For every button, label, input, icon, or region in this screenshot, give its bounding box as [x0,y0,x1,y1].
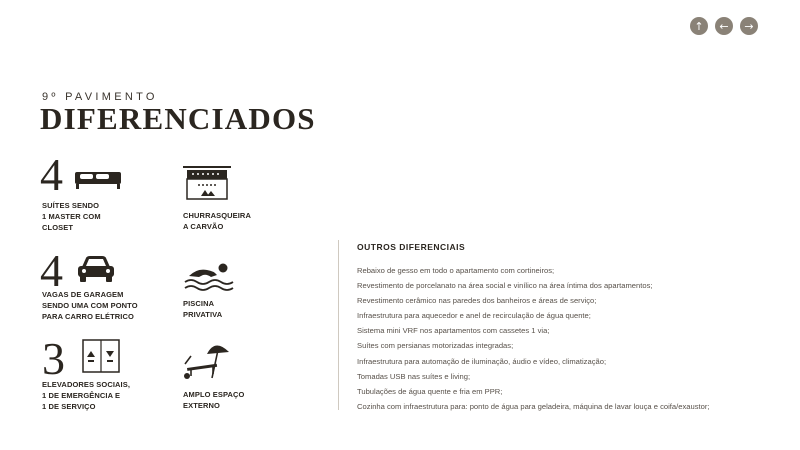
page-title: DIFERENCIADOS [40,101,316,136]
car-icon [76,255,116,283]
list-item: Rebaixo de gesso em todo o apartamento com cortineiros; [357,266,555,275]
suites-label: SUÍTES SENDO 1 MASTER COM CLOSET [42,201,101,232]
suites-number: 4 [40,149,63,200]
list-item: Suítes com persianas motorizadas integradas; [357,341,514,351]
list-item: Revestimento de porcelanato na área social e vinílico na área íntima dos apartamentos; [357,281,653,291]
outros-diferenciais-list [357,263,709,414]
list-item: Cozinha com infraestrutura para: ponto de água para geladeira, máquina de lavar louça e coifa/exaustor; [357,401,710,411]
piscina-label: PISCINA PRIVATIVA [183,299,223,319]
section-divider [338,240,339,410]
elevator-icon [82,339,120,373]
churrasqueira-label: CHURRASQUEIRA A CARVÃO [183,211,251,231]
list-item: Infraestrutura para aquecedor e anel de recirculação de água quente; [357,311,591,321]
grill-icon [183,166,231,200]
swimmer-icon [183,262,237,292]
forward-arrow-button[interactable]: → [740,17,758,35]
back-arrow-button[interactable]: ← [715,17,733,35]
nav-buttons [690,17,758,35]
outros-diferenciais-title: OUTROS DIFERENCIAIS [357,242,466,252]
floor-eyebrow: 9º PAVIMENTO [42,91,158,103]
espaco-label: AMPLO ESPAÇO EXTERNO [183,390,245,410]
list-item: Infraestrutura para automação de iluminação, áudio e vídeo, climatização; [357,356,607,366]
elevadores-number: 3 [42,333,65,384]
bed-icon [74,166,122,190]
sunbed-umbrella-icon [181,342,233,382]
list-item: Sistema mini VRF nos apartamentos com cassetes 1 via; [357,326,550,336]
vagas-label: VAGAS DE GARAGEM SENDO UMA COM PONTO PARA CARRO ELÉTRICO [42,290,138,321]
list-item: Tubulações de água quente e fria em PPR; [357,386,503,396]
up-arrow-button[interactable]: ↑ [690,17,708,35]
elevadores-label: ELEVADORES SOCIAIS, 1 DE EMERGÊNCIA E 1 DE SERVIÇO [42,380,131,411]
list-item: Revestimento cerâmico nas paredes dos banheiros e áreas de serviço; [357,296,597,306]
list-item: Tomadas USB nas suítes e living; [357,371,471,381]
vagas-number: 4 [40,245,63,296]
